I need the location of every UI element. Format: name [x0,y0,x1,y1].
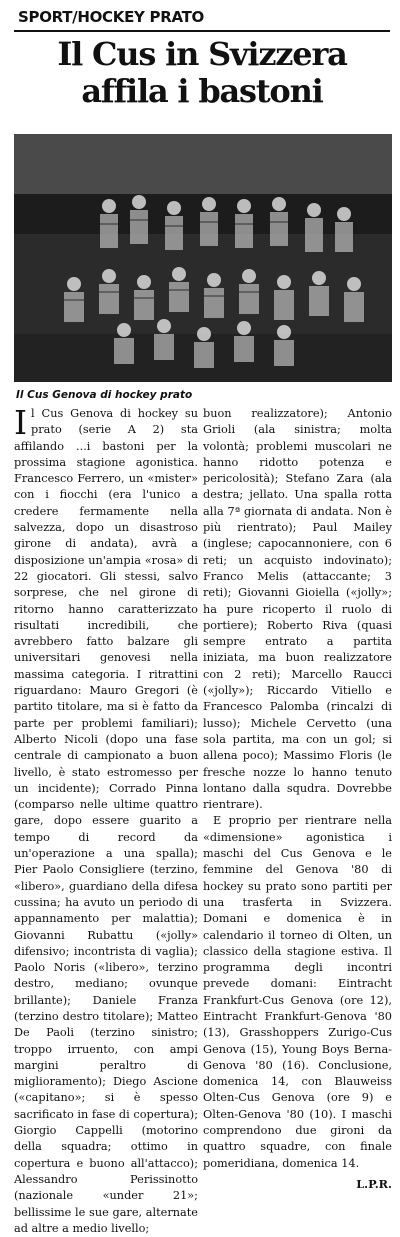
photo-caption: Il Cus Genova di hockey prato [16,389,193,401]
article-paragraph [14,403,198,1237]
article-paragraph: buon realizzatore); Antonio Grioli (ala sinistra; molta volontà; problemi muscolari ne hanno ridotto potenza e pericolosità); Stefano Zara (ala destra; jellato. Una spalla rotta alla 7ª giornata di andata. Non è più rientrato); Paul Mailey (inglese; capocannoniere, con 6 reti; un acquisto indovinato); Franco Melis (attaccante; 3 reti); Giovanni Gioiella («jolly»; ha pure ricoperto il ruolo di portiere); Roberto Riva (quasi sempre entrato a partita iniziata, ma buon realizzatore con 2 reti); Marcello Raucci («jolly»); Riccardo Vitiello e Francesco Palomba (rincalzi di lusso); Michele Cervetto (una sola partita, ma con un gol; si allena poco); Massimo Floris (le fresche nozze lo hanno tenuto lontano dalla squdra. Dovrebbe rientrare). [203,407,392,812]
team-photo [14,134,392,382]
section-header [14,4,390,32]
article-column-right [203,406,392,1191]
byline: L.P.R. [356,1176,392,1191]
section-label: SPORT/HOCKEY PRATO [18,8,204,26]
headline: Il Cus in Svizzera affila i bastoni [57,35,347,110]
article-paragraph: E proprio per rientrare nella «dimensione» agonistica i maschi del Cus Genova e le femmine del Genova '80 di hockey su prato sono partiti per una trasferta in Svizzera. Domani e domenica è in calendario il torneo di Olten, un classico della stagione estiva. Il programma degli incontri prevede domani: Eintracht Frankfurt-Cus Genova (ore 12), Eintracht Frankfurt-Genova '80 (13), Grasshoppers Zurigo-Cus Genova (15), Young Boys Berna-Genova '80 (16). Conclusione, domenica 14, con Blauweiss Olten-Cus Genova (ore 9) e Olten-Genova '80 (10). I maschi comprendono due gironi da quattro squadre, con finale pomeridiana, domenica 14. [203,814,392,1170]
team-photo-illustration [14,134,392,382]
drop-cap: I [14,403,28,442]
article-column-left [14,403,198,1235]
article-text-left: l Cus Genova di hockey su prato (serie A 2) sta affilando ...i bastoni per la prossima stagione agonistica. Francesco Ferrero, un «mister» con i fiocchi (era l'unico a credere fermamente nella salvezza, dopo un disastroso girone di andata), avrà a disposizione un'ampia «rosa» di 22 giocatori. Gli stessi, salvo sorprese, che nel girone di ritorno hanno caratterizzato risultati incredibili, che avrebbero fatto balzare gli universitari genovesi nella massima categoria. I ritrattini riguardano: Mauro Gregori (è partito titolare, ma si è fatto da parte per problemi familiari); Alberto Nicoli (dopo una fase centrale di campionato a buon livello, è stato estromesso per un incidente); Corrado Pinna (comparso nelle ultime quattro gare, dopo essere guarito a tempo di record da un'operazione a una spalla); Pier Paolo Consigliere (terzino, «libero», guardiano della difesa cussina; ha avuto un periodo di appannamento per malattia); Giovanni Rubattu («jolly» difensivo; incontrista di vaglia); Paolo Noris («libero», terzino destro, mediano; ovunque brillante); Daniele Franza (terzino destro titolare); Matteo De Paoli (terzino sinistro; troppo irruento, con ampi margini peraltro di miglioramento); Diego Ascione («capitano»; si è spesso sacrificato in fase di copertura); Giorgio Cappelli (motorino della squadra; ottimo in copertura e buono all'attacco); Alessandro Perissinotto (nazionale «under 21»; bellissime le sue gare, alternate ad altre a medio livello; [14,407,198,1235]
